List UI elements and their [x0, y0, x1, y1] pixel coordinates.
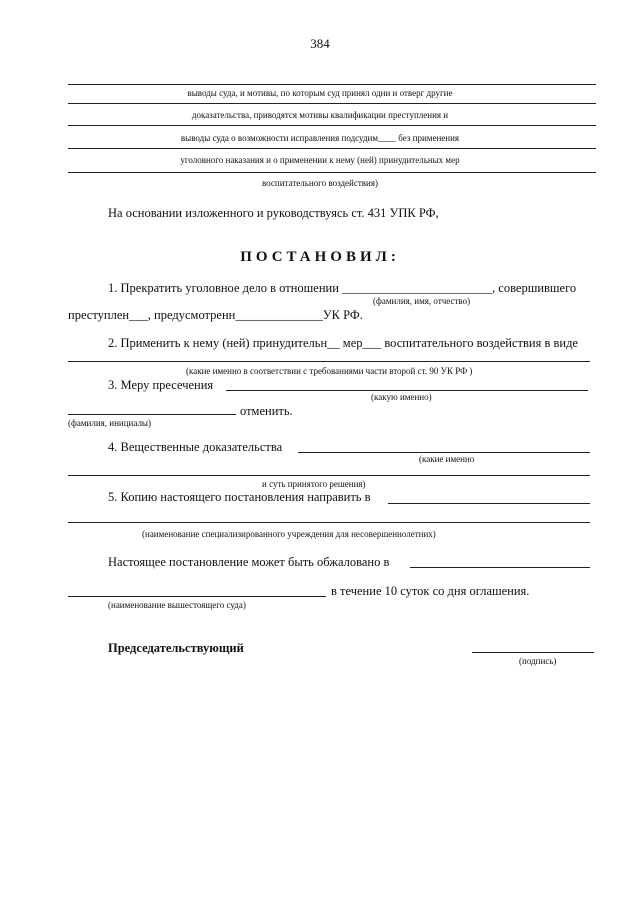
item-3-line2: отменить.	[240, 404, 293, 418]
item-1-line2: преступлен___, предусмотренн______________УК РФ.	[68, 308, 363, 322]
fill-in-line	[298, 452, 590, 453]
form-caption: доказательства, приводятся мотивы квалификации преступления и	[191, 110, 449, 120]
basis-text: На основании изложенного и руководствуясь ст. 431 УПК РФ,	[108, 206, 439, 220]
item-1-caption: (фамилия, имя, отчество)	[373, 296, 471, 306]
form-caption: воспитательного воздействия)	[261, 178, 378, 188]
fill-in-line	[68, 361, 590, 362]
item-1-text: 1. Прекратить уголовное дело в отношении ________________________, совершившего	[108, 281, 577, 295]
item-4-caption-1: (какие именно	[419, 454, 475, 464]
page-number: 384	[310, 36, 330, 51]
fill-in-line	[226, 390, 588, 391]
form-caption: уголовного наказания и о применении к нему (ней) принудительных мер	[180, 155, 460, 165]
fill-in-line	[410, 567, 590, 568]
appeal-line2: в течение 10 суток со дня оглашения.	[331, 584, 530, 598]
form-caption: выводы суда, и мотивы, по которым суд принял одни и отверг другие	[187, 88, 453, 98]
fill-in-line	[68, 475, 590, 476]
signature-line	[472, 652, 594, 653]
rule-line	[68, 125, 596, 126]
rule-line	[68, 148, 596, 149]
appeal-caption: (наименование вышестоящего суда)	[108, 600, 246, 610]
item-4-text: 4. Вещественные доказательства	[108, 440, 283, 454]
item-2-text: 2. Применить к нему (ней) принудительн__ мер___ воспитательного воздействия в виде	[108, 336, 578, 350]
item-3-caption-2: (фамилия, инициалы)	[68, 418, 151, 428]
presiding-judge-label: Председательствующий	[108, 641, 244, 655]
rule-line	[68, 172, 596, 173]
item-3-caption-1: (какую именно)	[371, 392, 432, 402]
item-5-text: 5. Копию настоящего постановления направить в	[108, 490, 371, 504]
rule-line	[68, 103, 596, 104]
fill-in-line	[68, 596, 326, 597]
decision-heading: ПОСТАНОВИЛ:	[240, 249, 400, 265]
form-caption: выводы суда о возможности исправления подсудим____ без применения	[180, 133, 460, 143]
rule-line	[68, 84, 596, 85]
signature-caption: (подпись)	[519, 656, 557, 666]
item-4-caption-2: и суть принятого решения)	[262, 479, 366, 489]
item-2-caption: (какие именно в соответствии с требованиями части второй ст. 90 УК РФ )	[186, 366, 473, 376]
appeal-text: Настоящее постановление может быть обжаловано в	[108, 555, 390, 569]
fill-in-line	[68, 522, 590, 523]
item-5-caption: (наименование специализированного учреждения для несовершеннолетних)	[142, 529, 436, 539]
fill-in-line	[388, 503, 590, 504]
fill-in-line	[68, 414, 236, 415]
item-3-text: 3. Меру пресечения	[108, 378, 214, 392]
